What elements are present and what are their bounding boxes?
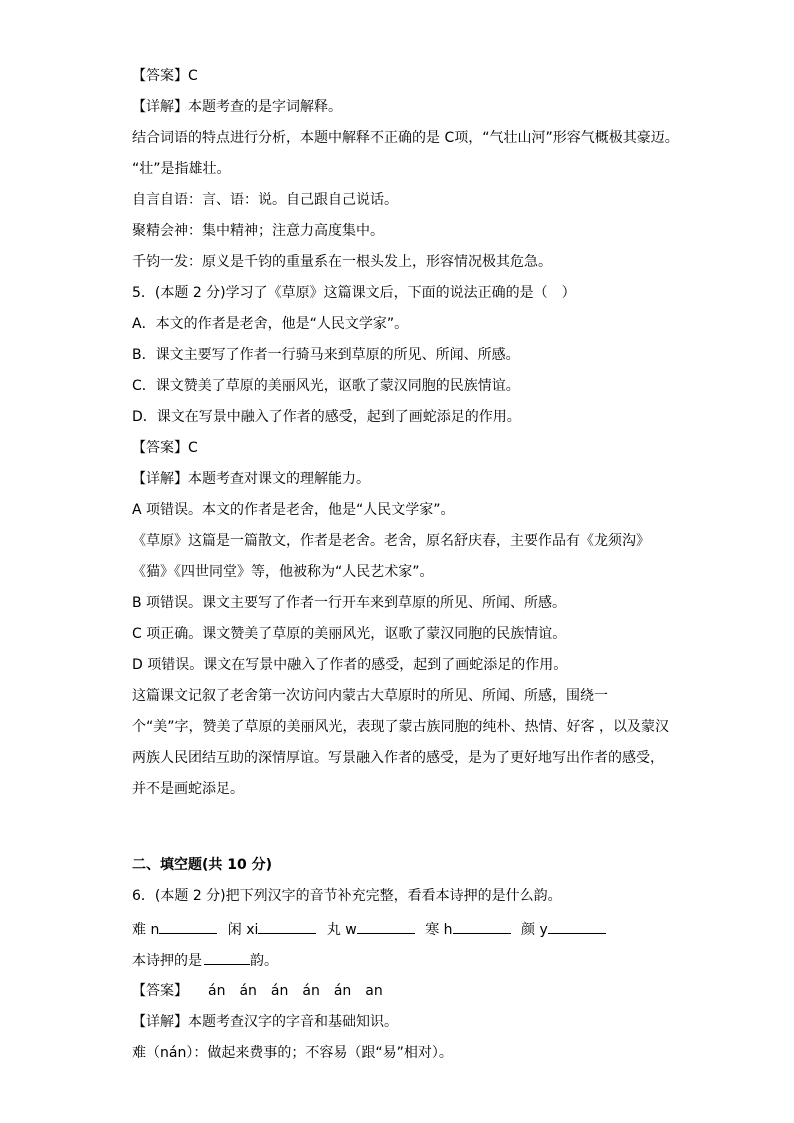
q6-answer-5: án — [333, 983, 352, 999]
q6-fill-1-blank[interactable] — [159, 919, 217, 934]
q6-rhyme-suffix: 韵。 — [250, 953, 278, 969]
q5-option-a: A．本文的作者是老舍，他是“人民文学家”。 — [132, 316, 409, 332]
q4-item-3: 千钧一发：原义是千钧的重量系在一根头发上，形容情况极其危急。 — [132, 254, 552, 270]
q5-summary: 这篇课文记叙了老舍第一次访问内蒙古大草原时的所见、所闻、所感，围绕一个“美”字，赞美了草原的美丽风光，表现了蒙古族同胞的纯朴、热情、好客 ，以及蒙汉两族人民团结互助的深情厚谊。写景融入作者的感受，是为了更好地写出作者的感受，并不是画蛇添足。 — [132, 688, 669, 797]
q4-item-2: 聚精会神：集中精神；注意力高度集中。 — [132, 223, 384, 239]
q6-fill-row — [132, 919, 692, 940]
q6-fill-3-label: 丸 w — [326, 922, 357, 938]
q4-detail: 【详解】本题考查的是字词解释。 — [132, 99, 342, 115]
q6-fill-3-blank[interactable] — [357, 919, 415, 934]
q6-fill-5-blank[interactable] — [548, 919, 606, 934]
section-2-heading: 二、填空题(共 10 分) — [132, 857, 273, 873]
q5-option-c: C．课文赞美了草原的美丽风光，讴歌了蒙汉同胞的民族情谊。 — [132, 378, 520, 394]
q6-answer-1: án — [208, 983, 226, 999]
q4-analysis-1: 结合词语的特点进行分析，本题中解释不正确的是 C项，“气壮山河”形容气概极其豪迈。 — [132, 130, 679, 146]
q5-explain-c: C 项正确。课文赞美了草原的美丽风光，讴歌了蒙汉同胞的民族情谊。 — [132, 626, 567, 642]
q5-option-b: B．课文主要写了作者一行骑马来到草原的所见、所闻、所感。 — [132, 347, 520, 363]
q6-question: 6．(本题 2 分)把下列汉字的音节补充完整，看看本诗押的是什么韵。 — [132, 888, 562, 904]
q6-answer-6: an — [365, 983, 383, 999]
q6-answer-3: án — [270, 983, 289, 999]
q6-answer-label: 【答案】 — [132, 983, 188, 999]
q6-detail: 【详解】本题考查汉字的字音和基础知识。 — [132, 1014, 398, 1030]
q6-answer-4: án — [302, 983, 320, 999]
q4-answer: 【答案】C — [132, 68, 198, 84]
q6-explain-1: 难（nán）：做起来费事的；不容易（跟“易”相对）。 — [132, 1045, 453, 1061]
q6-rhyme-blank[interactable] — [204, 950, 250, 965]
q6-fill-2-blank[interactable] — [258, 919, 316, 934]
q6-fill-5-label: 颜 y — [521, 922, 548, 938]
q5-explain-b: B 项错误。课文主要写了作者一行开车来到草原的所见、所闻、所感。 — [132, 595, 567, 611]
q6-rhyme-prefix: 本诗押的是 — [132, 953, 202, 969]
q5-answer: 【答案】C — [132, 440, 198, 456]
q5-option-d: D．课文在写景中融入了作者的感受，起到了画蛇添足的作用。 — [132, 409, 521, 425]
q5-detail: 【详解】本题考查对课文的理解能力。 — [132, 471, 370, 487]
q6-fill-4-blank[interactable] — [453, 919, 511, 934]
q5-explain-context-1: 《草原》这篇是一篇散文，作者是老舍。老舍，原名舒庆春，主要作品有《龙须沟》 — [132, 533, 650, 549]
q6-answer-row — [132, 981, 692, 1001]
q5-explain-context-2: 《猫》《四世同堂》等，他被称为“人民艺术家”。 — [132, 564, 434, 580]
q6-fill-2-label: 闲 xi — [227, 922, 259, 938]
q5-explain-d: D 项错误。课文在写景中融入了作者的感受，起到了画蛇添足的作用。 — [132, 657, 568, 673]
q5-explain-a: A 项错误。本文的作者是老舍，他是“人民文学家”。 — [132, 502, 455, 518]
q4-analysis-2: “壮”是指雄壮。 — [132, 161, 231, 177]
q6-rhyme-row — [132, 950, 692, 971]
q6-fill-4-label: 寒 h — [425, 922, 453, 938]
q5-question: 5．(本题 2 分)学习了《草原》这篇课文后，下面的说法正确的是（ ） — [132, 285, 576, 301]
q6-fill-1-label: 难 n — [132, 922, 160, 938]
q4-item-1: 自言自语：言、语：说。自己跟自己说话。 — [132, 192, 398, 208]
q6-answer-2: án — [239, 983, 257, 999]
